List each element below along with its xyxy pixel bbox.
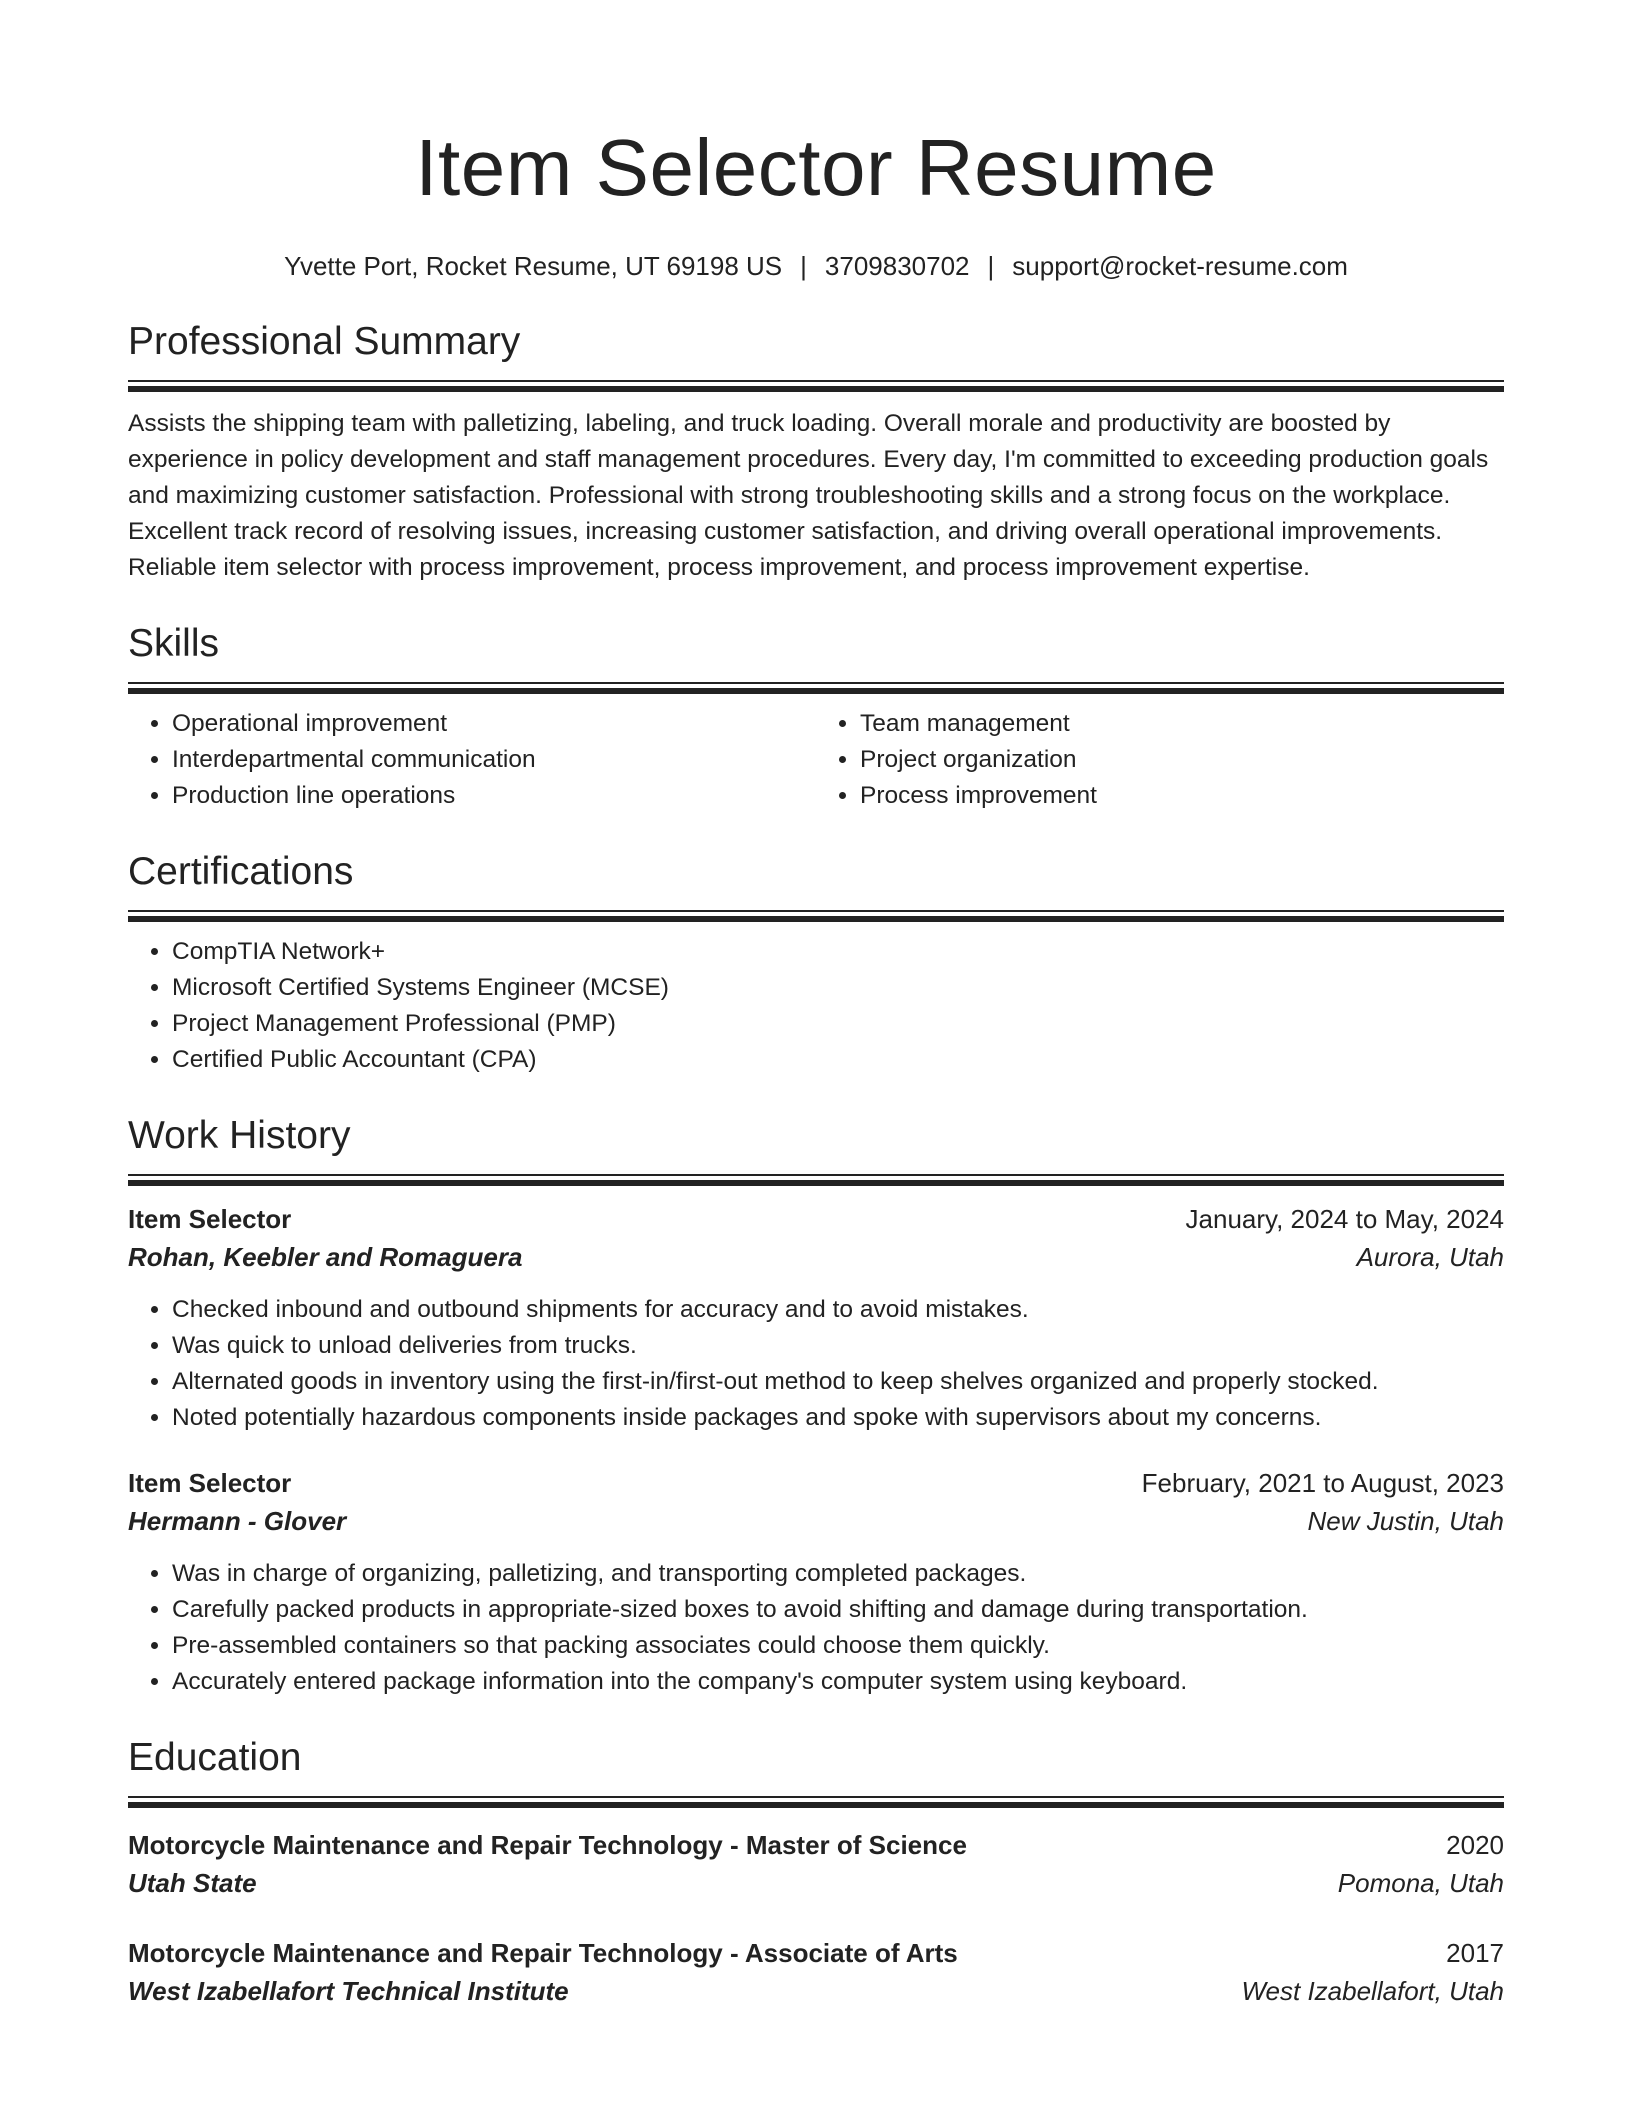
- job-duties-list: [128, 1292, 1504, 1436]
- education-year: 2020: [1446, 1830, 1504, 1860]
- education-year: 2017: [1446, 1938, 1504, 1968]
- education-location: Pomona, Utah: [1337, 1868, 1504, 1898]
- contact-separator: |: [800, 251, 807, 281]
- job-duty-item: • Noted potentially hazardous components inside packages and spoke with supervisors about my concerns.: [172, 1400, 1504, 1436]
- section-divider: [128, 1174, 1504, 1186]
- skills-section: [128, 620, 1504, 814]
- skills-list-right: [816, 706, 1504, 814]
- skill-item: • Team management: [860, 706, 1504, 742]
- skills-list-left: [128, 706, 816, 814]
- job-duty-item: • Accurately entered package information into the company's computer system using keyboard.: [172, 1664, 1504, 1700]
- job-company-row: [128, 1502, 1504, 1540]
- job-duty-item: • Alternated goods in inventory using the first-in/first-out method to keep shelves organized and properly stocked.: [172, 1364, 1504, 1400]
- contact-address: Yvette Port, Rocket Resume, UT 69198 US: [284, 251, 783, 281]
- summary-section: [128, 318, 1504, 586]
- certifications-list: [128, 934, 1504, 1078]
- section-title-summary: Professional Summary: [128, 320, 521, 363]
- contact-line: [128, 248, 1504, 284]
- certification-item: • CompTIA Network+: [172, 934, 1504, 970]
- job-company: Hermann - Glover: [128, 1506, 347, 1536]
- contact-separator: |: [987, 251, 995, 281]
- education-school-row: [128, 1864, 1504, 1902]
- certification-item: • Certified Public Accountant (CPA): [172, 1042, 1504, 1078]
- job-header-row: [128, 1200, 1504, 1238]
- job-company: Rohan, Keebler and Romaguera: [128, 1242, 523, 1272]
- job-role: Item Selector: [128, 1204, 292, 1234]
- skill-item: • Interdepartmental communication: [172, 742, 816, 778]
- job-dates: January, 2024 to May, 2024: [1185, 1204, 1504, 1234]
- job-entry: [128, 1200, 1504, 1436]
- skill-item: • Project organization: [860, 742, 1504, 778]
- education-header-row: [128, 1934, 1504, 1972]
- resume-title: Item Selector Resume: [415, 123, 1217, 212]
- education-location: West Izabellafort, Utah: [1241, 1976, 1504, 2006]
- contact-phone: 3709830702: [824, 251, 970, 281]
- job-duty-item: • Was quick to unload deliveries from trucks.: [172, 1328, 1504, 1364]
- section-title-certifications: Certifications: [128, 850, 354, 893]
- education-school: Utah State: [128, 1868, 257, 1898]
- certification-item: • Project Management Professional (PMP): [172, 1006, 1504, 1042]
- section-divider: [128, 682, 1504, 694]
- job-duty-item: • Checked inbound and outbound shipments for accuracy and to avoid mistakes.: [172, 1292, 1504, 1328]
- job-role: Item Selector: [128, 1468, 292, 1498]
- job-duty-item: • Pre-assembled containers so that packing associates could choose them quickly.: [172, 1628, 1504, 1664]
- section-divider: [128, 1796, 1504, 1808]
- job-header-row: [128, 1464, 1504, 1502]
- section-title-skills: Skills: [128, 622, 220, 665]
- skill-item: • Production line operations: [172, 778, 816, 814]
- summary-text: Assists the shipping team with palletizing, labeling, and truck loading. Overall morale and productivity are boosted by experience in policy development and staff management procedures. Every day, I'm committed to exceeding production goals and maximizing customer satisfaction. Professional with strong troubleshooting skills and a strong focus on the workplace. Excellent track record of resolving issues, increasing customer satisfaction, and driving overall operational improvements. Reliable item selector with process improvement, process improvement, and process improvement expertise.: [128, 410, 1489, 581]
- job-location: New Justin, Utah: [1307, 1506, 1504, 1536]
- job-dates: February, 2021 to August, 2023: [1141, 1468, 1504, 1498]
- section-title-work-history: Work History: [128, 1114, 351, 1157]
- skill-item: • Process improvement: [860, 778, 1504, 814]
- education-school-row: [128, 1972, 1504, 2010]
- education-entry: [128, 1826, 1504, 1902]
- skills-grid: [128, 706, 1504, 814]
- job-entry: [128, 1464, 1504, 1700]
- certification-item: • Microsoft Certified Systems Engineer (MCSE): [172, 970, 1504, 1006]
- education-degree: Motorcycle Maintenance and Repair Technology - Master of Science: [128, 1830, 967, 1860]
- education-degree: Motorcycle Maintenance and Repair Technology - Associate of Arts: [128, 1938, 958, 1968]
- skill-item: • Operational improvement: [172, 706, 816, 742]
- education-section: [128, 1734, 1504, 2010]
- job-location: Aurora, Utah: [1356, 1242, 1504, 1272]
- contact-email: support@rocket-resume.com: [1012, 251, 1348, 281]
- job-company-row: [128, 1238, 1504, 1276]
- certifications-section: [128, 848, 1504, 1078]
- work-history-section: [128, 1112, 1504, 1700]
- education-entry: [128, 1934, 1504, 2010]
- section-divider: [128, 910, 1504, 922]
- education-header-row: [128, 1826, 1504, 1864]
- education-school: West Izabellafort Technical Institute: [128, 1976, 569, 2006]
- job-duties-list: [128, 1556, 1504, 1700]
- section-title-education: Education: [128, 1736, 302, 1779]
- job-duty-item: • Was in charge of organizing, palletizing, and transporting completed packages.: [172, 1556, 1504, 1592]
- job-duty-item: • Carefully packed products in appropriate-sized boxes to avoid shifting and damage during transportation.: [172, 1592, 1504, 1628]
- section-divider: [128, 380, 1504, 392]
